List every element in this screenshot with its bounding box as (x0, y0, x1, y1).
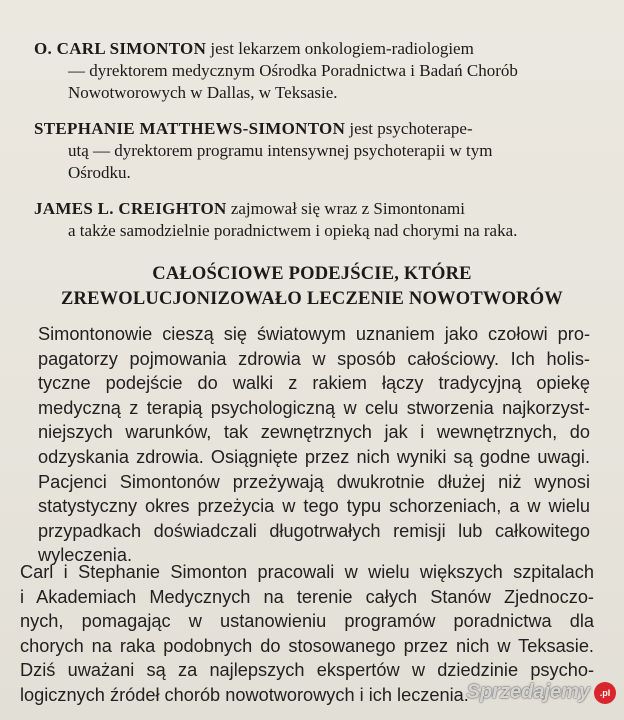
body-paragraph-1 (38, 322, 590, 568)
paragraph-line: niejszych warunków, tak zewnętrznych jak i wewnętrznych, do (38, 422, 590, 443)
bio-text: zajmował się wraz z Simontonami (226, 199, 466, 218)
author-name: JAMES L. CREIGHTON (34, 199, 227, 218)
bio-line: Nowotworowych w Dallas, w Teksasie. (68, 83, 338, 102)
heading-line: ZREWOLUCJONIZOWAŁO LECZENIE NOWOTWORÓW (60, 289, 564, 309)
paragraph-line: wyleczenia. (38, 545, 133, 566)
author-name: STEPHANIE MATTHEWS-SIMONTON (34, 119, 346, 138)
bio-line: Ośrodku. (68, 163, 131, 182)
paragraph-line: tyczne podejście do walki z rakiem łączy tradycyjną opiekę (38, 373, 590, 394)
paragraph-line: pagatorzy pojmowania zdrowia w sposób całościowy. Ich holis- (38, 348, 590, 369)
bio-line: — dyrektorem medycznym Ośrodka Poradnictwa i Badań Chorób (68, 61, 518, 80)
paragraph-line: odzyskania zdrowia. Osiągnięte przez nich wyniki są godne uwagi. (38, 446, 590, 467)
paragraph-line: Pacjenci Simontonów przeżywają dwukrotnie dłużej niż wynosi (38, 471, 590, 492)
watermark-text: Sprzedajemy (466, 681, 590, 703)
paragraph-line: Dziś uważani są za najlepszych ekspertów w dziedzinie psycho- (20, 660, 594, 681)
paragraph-line: medyczną z terapią psychologiczną w celu stworzenia najkorzyst- (38, 397, 590, 418)
paragraph-line: Simontonowie cieszą się światowym uznaniem jako czołowi pro- (38, 324, 590, 344)
paragraph-line: statystyczny okres przeżycia w tego typu schorzeniach, a w wielu (38, 496, 590, 517)
bio-text: jest lekarzem onkologiem-radiologiem (206, 39, 474, 58)
paragraph-line: logicznych źródeł chorób nowotworowych i ich leczenia. (20, 684, 469, 705)
section-heading (20, 262, 604, 312)
author-bio-simonton (34, 38, 596, 104)
bio-line: utą — dyrektorem programu intensywnej psychoterapii w tym (68, 141, 493, 160)
paragraph-line: i Akademiach Medycznych na terenie całych Stanów Zjednoczo- (20, 586, 594, 607)
bio-text: jest psychoterape- (345, 119, 473, 138)
watermark-badge-icon: .pl (594, 682, 616, 704)
author-name: O. CARL SIMONTON (34, 39, 207, 58)
paragraph-line: nych, pomagając w ustanowieniu programów poradnictwa dla (20, 611, 594, 632)
heading-line: CAŁOŚCIOWE PODEJŚCIE, KTÓRE (152, 264, 472, 284)
author-bio-matthews-simonton (34, 118, 596, 184)
paragraph-line: Carl i Stephanie Simonton pracowali w wielu większych szpitalach (20, 562, 594, 582)
bio-line: a także samodzielnie poradnictwem i opieką nad chorymi na raka. (68, 221, 518, 240)
paragraph-line: przypadkach doświadczali długotrwałych remisji lub całkowitego (38, 520, 590, 541)
watermark-logo (467, 681, 616, 704)
paragraph-line: chorych na raka podobnych do stosowanego przez nich w Teksasie. (20, 635, 594, 656)
author-bio-creighton (34, 198, 596, 242)
